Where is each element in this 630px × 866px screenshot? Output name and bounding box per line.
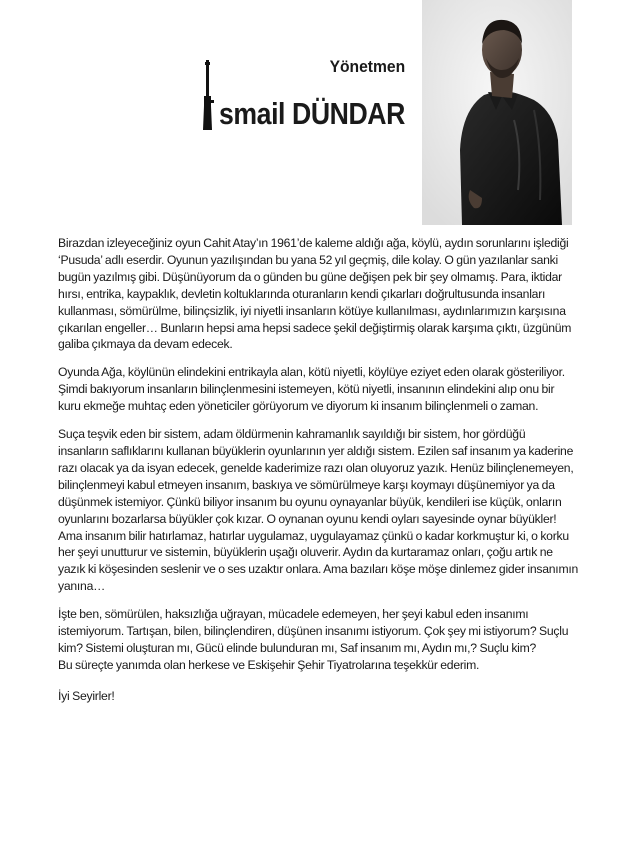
letter-body: [58, 235, 578, 716]
role-label: Yönetmen: [329, 57, 405, 76]
director-name: [200, 88, 435, 132]
director-title-block: [200, 55, 415, 145]
paragraph-2: Oyunda Ağa, köylünün elindekini entrikayla alan, kötü niyetli, köylüye eziyet eden olarak gösteriliyor. Şimdi bakıyorum insanların bilinçlenmesini istemeyen, kötü niyetli, insanının elindekini alıp onu bir kuru ekmeğe muhtaç eden yöneticiler görüyorum ve diyorum ki insanım bilinçlenmeli o zaman.: [58, 365, 565, 414]
paragraph-1: Birazdan izleyeceğiniz oyun Cahit Atay’ın 1961’de kaleme aldığı ağa, köylü, aydın sorunlarını işlediği ‘Pusuda’ adlı eserdir. Oyunun yazılışından bu yana 52 yıl geçmiş, dile kolay. O gün yazılanlar sanki bugün yazılmış gibi. Düşünüyorum da o günden bu güne değişen pek bir şey olmamış. Para, iktidar hırsı, entrika, kaypaklık, devletin koltuklarında oturanların kendi çıkarları doğrultusunda insanları kullanması, sömürülme, bilinçsizlik, iyi niyetli insanların kötüye kullanılması, aydınlarımızın karşısına çıkarılan engeller… Bunların hepsi ama hepsi sadece şekil değiştirmiş olarak karşıma çıktı, üzgünüm galiba çıkmaya da devam edecek.: [58, 236, 572, 352]
thanks-line: Bu süreçte yanımda olan herkese ve Eskişehir Şehir Tiyatrolarına teşekkür ederim.: [58, 657, 480, 672]
paragraph-3: Suça teşvik eden bir sistem, adam öldürmenin kahramanlık sayıldığı bir sistem, hor gördüğü insanların saflıklarını kullanan büyüklerin oyunlarının yer aldığı sistem. Ezilen saf insanım ya kaderine razı olacak ya da isyan edecek, genelde kaderimize razı olan oluyoruz yazık. Henüz bilinçlenemeyen, bilinçlenmeyi kabul etmeyen insanım, baskıya ve sömürülmeye karşı koymayı düşünemiyor ya da düşünmek istemiyor. Çünkü biliyor insanım bu oyunu oynayanlar büyük, kendileri ise küçük, onların oyunlarını bozarlarsa büyükler çok kızar. O oynanan oyunu kendi oyları sayesinde oynar büyükler! Ama insanım bilir hatırlamaz, hatırlar uygulamaz, uygulayamaz çünkü o kadar korkmuştur ki, o korku her şeyi unutturur ve sistemin, büyüklerin uşağı oluverir. Aydın da kurtaramaz onları, çoğu artık ne yazık ki köşesinden seslenir ve o ses uzaktır onlara. Ama bazıları köşe möşe dinlemez gider insanımın yanına…: [58, 427, 579, 594]
rifle-icon: [200, 60, 218, 132]
portrait-image: [422, 0, 572, 225]
closing-line: İyi Seyirler!: [58, 688, 115, 703]
director-name-text: smail DÜNDAR: [219, 96, 405, 131]
director-portrait: [422, 0, 572, 225]
paragraph-4: İşte ben, sömürülen, haksızlığa uğrayan, mücadele edemeyen, her şeyi kabul eden insanımı istemiyorum. Tartışan, bilen, bilinçlendiren, düşünen insanımı istiyorum. Çok şey mi istiyorum? Suçlu kim? Sistemi oluşturan mı, Gücü elinde bulunduran mı, Saf insanım mı, Aydın mı,? Suçlu kim?: [58, 607, 569, 655]
